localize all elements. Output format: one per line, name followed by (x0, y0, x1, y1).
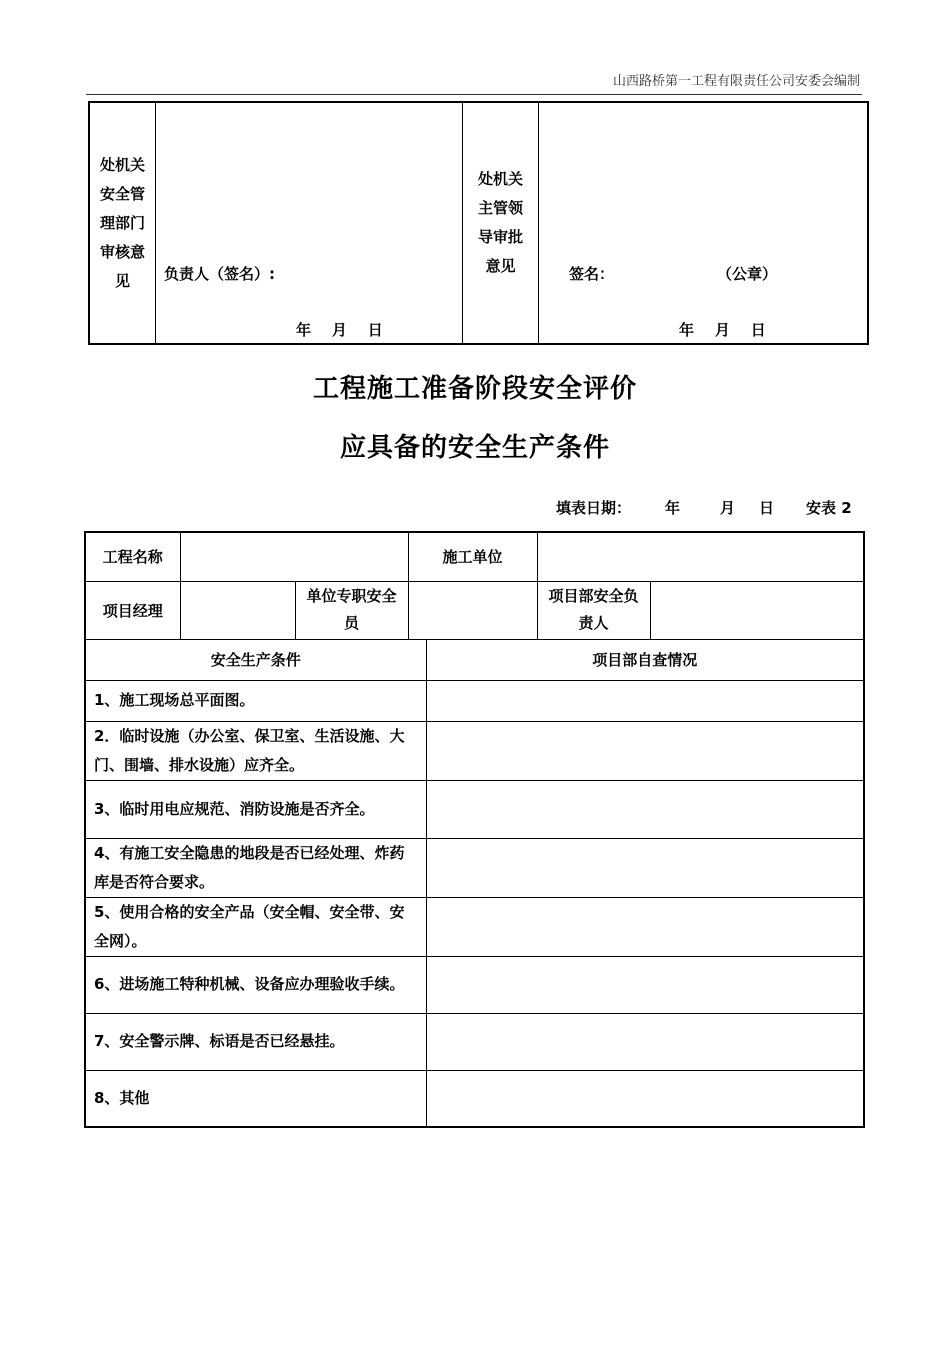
fill-date-month: 月 (720, 499, 736, 517)
dept-safety-lead-label-line: 项目部安全负 (548, 587, 639, 605)
conditions-column-header: 安全生产条件 (85, 639, 426, 680)
left-label-line: 审核意 (99, 242, 145, 261)
right-label-line: 处机关 (477, 170, 523, 188)
safety-conditions-table (84, 531, 865, 1128)
right-date: 年 月 日 (679, 321, 766, 339)
condition-text: 7、安全警示牌、标语是否已经悬挂。 (94, 1032, 345, 1050)
fill-date-year: 年 (665, 499, 681, 517)
self-check-field[interactable] (426, 956, 864, 1013)
project-name-label: 工程名称 (85, 532, 180, 581)
right-label-line: 意见 (485, 257, 516, 275)
right-label-line: 主管领 (477, 199, 523, 217)
left-person-label: 负责人（签名）: (164, 265, 275, 283)
self-check-field[interactable] (426, 1070, 864, 1127)
left-label-line: 安全管 (99, 184, 145, 203)
dept-safety-lead-field[interactable] (650, 581, 864, 639)
condition-text: 2．临时设施（办公室、保卫室、生活设施、大 (94, 726, 405, 745)
right-label-line: 导审批 (477, 228, 523, 246)
header-divider (86, 94, 862, 95)
self-check-column-header: 项目部自查情况 (426, 639, 864, 680)
header-company-note: 山西路桥第一工程有限责任公司安委会编制 (612, 74, 860, 89)
fill-date-day: 日 (759, 499, 775, 517)
condition-text: 5、使用合格的安全产品（安全帽、安全带、安 (94, 902, 405, 921)
dept-safety-lead-label-line: 责人 (578, 614, 609, 632)
left-label-line: 处机关 (99, 155, 145, 174)
condition-item (85, 1013, 426, 1070)
fill-date-label: 填表日期： (556, 499, 632, 517)
right-approval-content[interactable] (539, 102, 869, 344)
left-label-line: 理部门 (99, 213, 145, 232)
unit-safety-officer-label (295, 581, 408, 639)
dept-safety-lead-label (537, 581, 650, 639)
left-label-line: 见 (114, 271, 130, 290)
self-check-field[interactable] (426, 1013, 864, 1070)
condition-item (85, 956, 426, 1013)
right-sign-label: 签名： (569, 265, 615, 283)
condition-text: 4、有施工安全隐患的地段是否已经处理、炸药 (94, 843, 405, 862)
self-check-field[interactable] (426, 680, 864, 721)
condition-item (85, 838, 426, 897)
self-check-field[interactable] (426, 897, 864, 956)
left-approval-label (89, 102, 156, 344)
condition-text: 1、施工现场总平面图。 (94, 691, 255, 709)
self-check-field[interactable] (426, 780, 864, 838)
unit-safety-officer-label-line: 单位专职安全 (306, 587, 397, 605)
condition-text: 库是否符合要求。 (94, 872, 215, 891)
unit-safety-officer-label-line: 员 (343, 614, 359, 632)
self-check-field[interactable] (426, 838, 864, 897)
condition-text: 3、临时用电应规范、消防设施是否齐全。 (94, 799, 375, 818)
right-approval-label (463, 102, 539, 344)
condition-item (85, 721, 426, 780)
condition-item (85, 897, 426, 956)
condition-item (85, 1070, 426, 1127)
project-manager-label: 项目经理 (85, 581, 180, 639)
form-number: 安表 2 (806, 499, 852, 517)
approval-table (88, 101, 869, 345)
unit-safety-officer-field[interactable] (408, 581, 537, 639)
page-title-line2: 应具备的安全生产条件 (339, 433, 610, 463)
condition-text: 6、进场施工特种机械、设备应办理验收手续。 (94, 975, 405, 993)
project-name-field[interactable] (180, 532, 408, 581)
left-date: 年 月 日 (296, 321, 383, 339)
condition-text: 门、围墙、排水设施）应齐全。 (94, 755, 305, 774)
project-manager-field[interactable] (180, 581, 295, 639)
right-seal-label: （公章） (717, 265, 778, 283)
condition-text: 全网）。 (94, 931, 147, 950)
page-title-line1: 工程施工准备阶段安全评价 (312, 374, 637, 404)
construction-unit-label: 施工单位 (408, 532, 537, 581)
condition-text: 8、其他 (94, 1088, 150, 1107)
condition-item (85, 680, 426, 721)
construction-unit-field[interactable] (537, 532, 864, 581)
left-approval-content[interactable] (156, 102, 463, 344)
self-check-field[interactable] (426, 721, 864, 780)
condition-item (85, 780, 426, 838)
